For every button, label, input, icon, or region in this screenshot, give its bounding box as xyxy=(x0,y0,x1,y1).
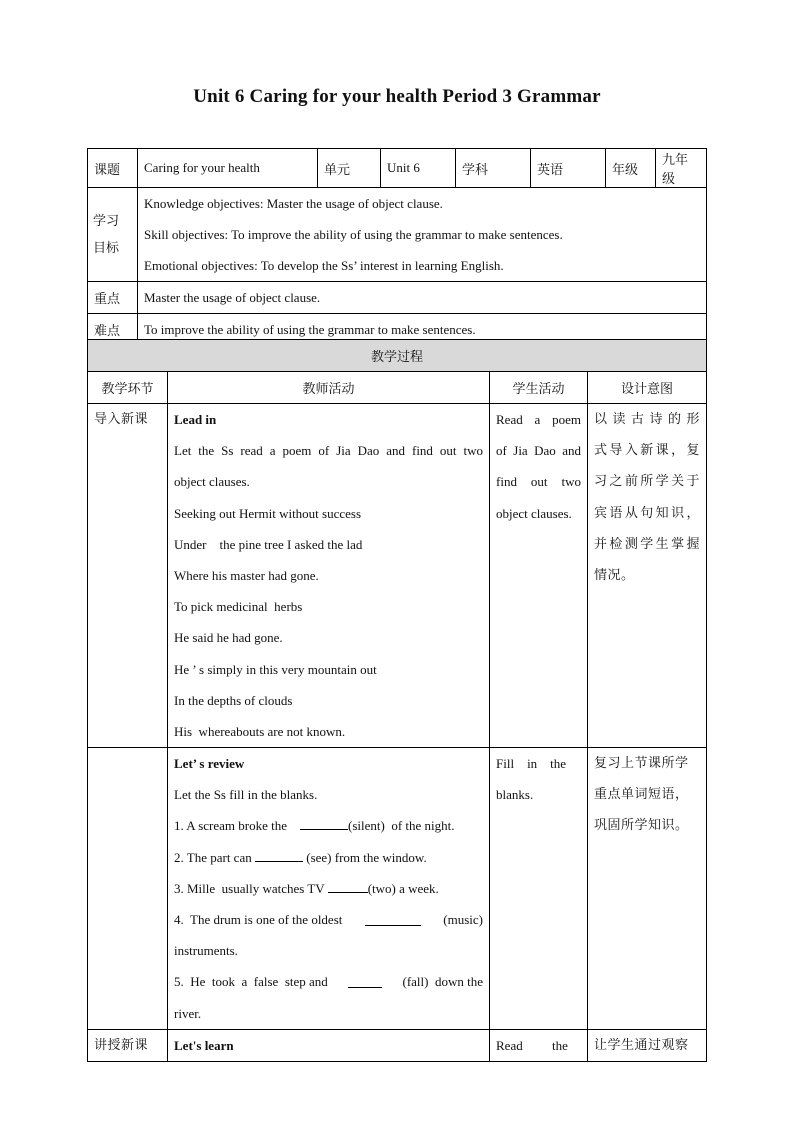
poem-line: Where his master had gone. xyxy=(174,567,319,583)
teacher-heading: Let’ s review xyxy=(174,756,245,772)
design-intent-cell xyxy=(588,1030,707,1062)
objective-emotional: Emotional objectives: To develop the Ss’ interest in learning English. xyxy=(144,258,504,273)
header-stage: 教学环节 xyxy=(88,372,168,404)
student-line: blanks. xyxy=(496,787,534,803)
student-line: object clauses. xyxy=(496,505,572,521)
poem-line: He said he had gone. xyxy=(174,630,283,646)
objectives-cell xyxy=(138,188,707,282)
intent-line: 巩固所学知识。 xyxy=(594,818,689,834)
teacher-activity-cell xyxy=(168,404,490,748)
objective-skill: Skill objectives: To improve the ability of using the grammar to make sentences. xyxy=(144,227,563,242)
student-line: find out two xyxy=(496,474,581,490)
poem-line: Under the pine tree I asked the lad xyxy=(174,536,363,552)
header-student-activity: 学生活动 xyxy=(490,372,588,404)
intent-line: 习之前所学关于 xyxy=(594,474,701,490)
teacher-line: instruments. xyxy=(174,943,238,959)
header-design-intent: 设计意图 xyxy=(588,372,707,404)
teacher-activity-cell xyxy=(168,1030,490,1062)
blank-item-1: 1. A scream broke the (silent) of the night. xyxy=(174,818,455,834)
student-activity-cell xyxy=(490,1030,588,1062)
blank-item-5: 5. He took a false step and (fall) down the xyxy=(174,974,483,990)
student-line: of Jia Dao and xyxy=(496,443,581,459)
difficult-point-label: 难点 xyxy=(88,314,138,346)
intent-line: 式导入新课，复 xyxy=(594,443,701,459)
stage-new-lesson: 讲授新课 xyxy=(94,1038,149,1054)
header-teacher-activity: 教师活动 xyxy=(168,372,490,404)
poem-line: In the depths of clouds xyxy=(174,692,293,708)
intent-line: 宾语从句知识， xyxy=(594,505,701,521)
blank-line xyxy=(328,880,368,893)
unit-label: 单元 xyxy=(318,149,381,188)
blank-line xyxy=(255,849,303,862)
intent-line: 情况。 xyxy=(594,567,635,583)
teaching-process-heading: 教学过程 xyxy=(88,340,707,372)
intent-line: 让学生通过观察 xyxy=(594,1038,689,1054)
design-intent-cell xyxy=(588,404,707,748)
document-title: Unit 6 Caring for your health Period 3 Grammar xyxy=(193,86,601,107)
blank-item-3: 3. Mille usually watches TV (two) a week. xyxy=(174,880,439,896)
stage-cell xyxy=(88,1030,168,1062)
poem-line: Seeking out Hermit without success xyxy=(174,505,362,521)
student-activity-cell xyxy=(490,404,588,748)
blank-line xyxy=(348,975,382,988)
blank-item-4: 4. The drum is one of the oldest (music) xyxy=(174,912,483,927)
grade-value: 九年级 xyxy=(656,149,707,188)
intent-line: 重点单词短语， xyxy=(594,787,689,803)
blank-item-2: 2. The part can (see) from the window. xyxy=(174,849,427,865)
unit-value: Unit 6 xyxy=(381,149,456,188)
teacher-line: Let the Ss fill in the blanks. xyxy=(174,787,318,803)
student-line: Read a poem xyxy=(496,412,581,427)
teacher-line: object clauses. xyxy=(174,474,250,490)
key-point-label: 重点 xyxy=(88,282,138,314)
subject-label: 学科 xyxy=(456,149,531,188)
teacher-activity-cell xyxy=(168,748,490,1030)
stage-cell xyxy=(88,404,168,748)
subject-value: 英语 xyxy=(531,149,606,188)
intent-line: 并检测学生掌握 xyxy=(594,536,701,552)
teacher-heading: Let's learn xyxy=(174,1038,234,1054)
stage-lead-in: 导入新课 xyxy=(94,412,149,427)
lesson-info-table xyxy=(87,148,707,346)
key-point-value: Master the usage of object clause. xyxy=(138,282,707,314)
student-line: Fill in the xyxy=(496,756,567,772)
difficult-point-value: To improve the ability of using the grammar to make sentences. xyxy=(138,314,707,346)
objective-knowledge: Knowledge objectives: Master the usage of object clause. xyxy=(144,196,443,211)
poem-line: He ’ s simply in this very mountain out xyxy=(174,661,377,677)
objectives-label-line1: 学习 xyxy=(93,213,120,229)
stage-cell-empty xyxy=(88,748,168,1030)
teaching-process-table xyxy=(87,339,707,1062)
topic-value: Caring for your health xyxy=(138,149,318,188)
objectives-label xyxy=(88,188,138,282)
blank-line xyxy=(365,913,421,926)
poem-line: To pick medicinal herbs xyxy=(174,599,303,615)
teacher-line: river. xyxy=(174,1005,202,1021)
grade-label: 年级 xyxy=(606,149,656,188)
teacher-line: Let the Ss read a poem of Jia Dao and find out two xyxy=(174,443,483,459)
intent-line: 复习上节课所学 xyxy=(594,756,689,772)
student-line: Read the xyxy=(496,1038,568,1054)
design-intent-cell xyxy=(588,748,707,1030)
student-activity-cell xyxy=(490,748,588,1030)
objectives-label-line2: 目标 xyxy=(93,240,120,256)
poem-line: His whereabouts are not known. xyxy=(174,723,346,739)
intent-line: 以读古诗的形 xyxy=(594,412,701,427)
topic-label: 课题 xyxy=(88,149,138,188)
blank-line xyxy=(300,817,348,830)
teacher-heading: Lead in xyxy=(174,412,217,427)
